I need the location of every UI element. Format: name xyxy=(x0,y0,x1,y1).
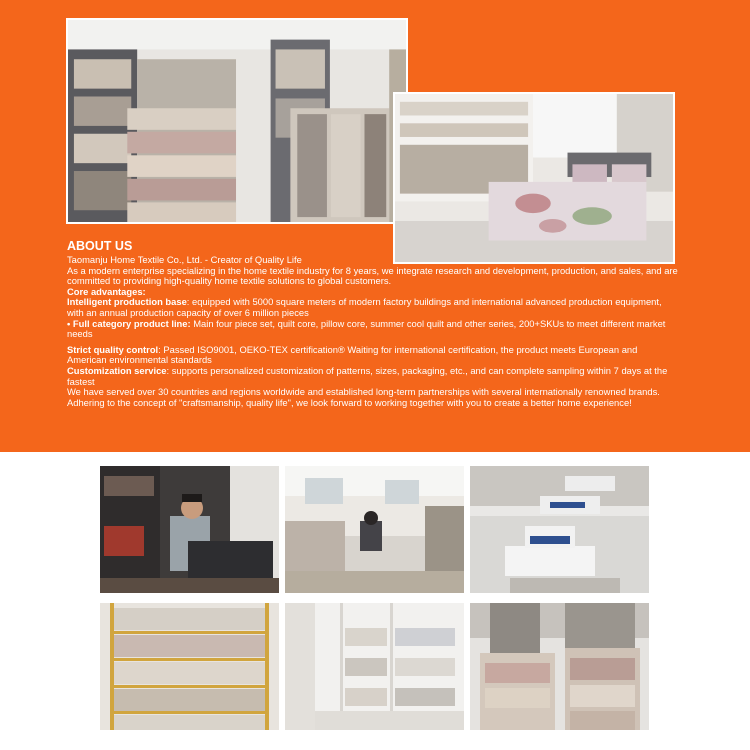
category-paragraph xyxy=(67,319,679,340)
display-shelves-photo xyxy=(285,603,464,730)
production-paragraph xyxy=(67,297,679,318)
quality-paragraph xyxy=(67,345,679,366)
office-worker-photo xyxy=(100,466,279,593)
custom-paragraph xyxy=(67,366,679,387)
factory-photo-grid xyxy=(100,466,649,730)
quality-text: : Passed ISO9001, OEKO-TEX certification® Waiting for international certification, the product meets European and American environmental standards xyxy=(67,343,638,366)
about-heading: ABOUT US xyxy=(67,239,133,253)
sample-racks-photo xyxy=(470,603,649,730)
category-label: • Full category product line: xyxy=(67,317,191,329)
warehouse-photo xyxy=(66,18,408,224)
sewing-machines-photo xyxy=(470,466,649,593)
about-text xyxy=(67,239,679,408)
production-label: Intelligent production base xyxy=(67,296,187,308)
quality-label: Strict quality control xyxy=(67,343,159,355)
custom-text: : supports personalized customization of patterns, sizes, packaging, etc., and can complete sampling within 7 days at the fastest xyxy=(67,364,668,387)
core-advantages-title: Core advantages: xyxy=(67,285,146,297)
textile-shelves-photo xyxy=(100,603,279,730)
category-text: Main four piece set, quilt core, pillow core, summer cool quilt and other series, 200+SKUs to meet different market needs xyxy=(67,317,666,340)
intro-paragraph: As a modern enterprise specializing in the home textile industry for 8 years, we integrate research and development, production, and sales, and are committed to providing high-quality home textile solutions to global customers. xyxy=(67,264,678,287)
production-text: : equipped with 5000 square meters of modern factory buildings and international advanced production equipment, with an annual production capacity of over 6 million pieces xyxy=(67,296,662,318)
closing-paragraph: We have served over 30 countries and regions worldwide and established long-term partnerships with several internationally renowned brands. Adhering to the concept of "craftsmanship, quality life", we look forward to working together with you to create a better home experience! xyxy=(67,386,660,408)
custom-label: Customization service xyxy=(67,364,167,376)
sewing-workshop-photo xyxy=(285,466,464,593)
company-line: Taomanju Home Textile Co., Ltd. - Creator of Quality Life xyxy=(67,254,302,265)
